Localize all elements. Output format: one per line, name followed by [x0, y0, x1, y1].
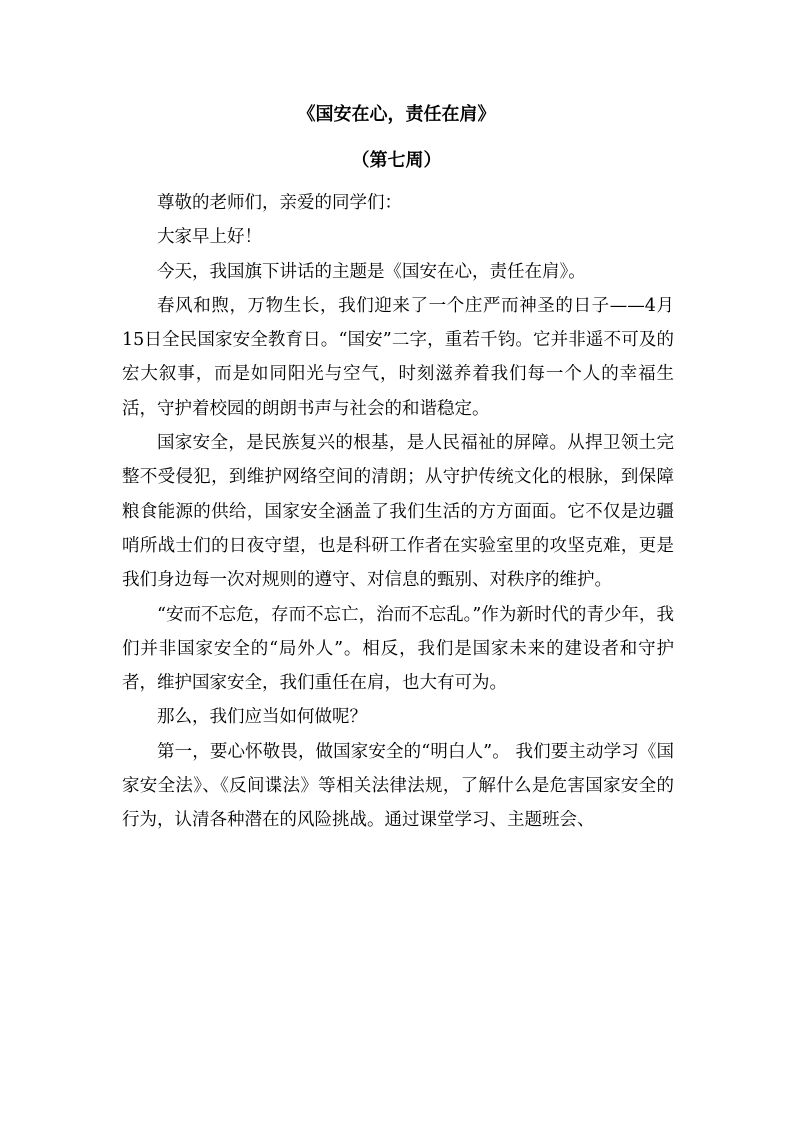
paragraph-greeting: 大家早上好！	[157, 227, 262, 248]
paragraph-topic: 今天，我国旗下讲话的主题是《国安在心，责任在肩》。	[157, 261, 586, 282]
paragraph-national-security: 国家安全，是民族复兴的根基，是人民福祉的屏障。从捍卫领土完整不受侵犯，到维护网络空间的清朗；从守护传统文化的根脉，到保障粮食能源的供给，国家安全涵盖了我们生活的方方面面。它不仅是边疆哨所战士们的日夜守望，也是科研工作者在实验室里的攻坚克难，更是我们身边每一次对规则的遵守、对信息的甄别、对秩序的维护。	[122, 433, 674, 591]
paragraph-question: 那么，我们应当如何做呢？	[157, 707, 367, 728]
document-title: 《国安在心，责任在肩》	[297, 104, 496, 125]
paragraph-quote: “安而不忘危，存而不忘亡，治而不忘乱。”作为新时代的青少年，我们并非国家安全的“局外人”。相反，我们是国家未来的建设者和守护者，维护国家安全，我们重任在肩，也大有可为。	[122, 604, 674, 694]
document-subtitle: （第七周）	[351, 150, 442, 171]
document-body	[122, 186, 674, 838]
paragraph-salutation: 尊敬的老师们，亲爱的同学们：	[157, 193, 402, 213]
paragraph-spring: 春风和煦，万物生长，我们迎来了一个庄严而神圣的日子——4月15日全民国家安全教育日。“国安”二字，重若千钧。它并非遥不可及的宏大叙事，而是如同阳光与空气，时刻滋养着我们每一个人的幸福生活，守护着校园的朗朗书声与社会的和谐稳定。	[122, 295, 674, 419]
paragraph-first-point: 第一，要心怀敬畏，做国家安全的“明白人”。 我们要主动学习《国家安全法》、《反间谍法》等相关法律法规，了解什么是危害国家安全的行为，认清各种潜在的风险挑战。通过课堂学习、主题班会、	[122, 741, 674, 831]
